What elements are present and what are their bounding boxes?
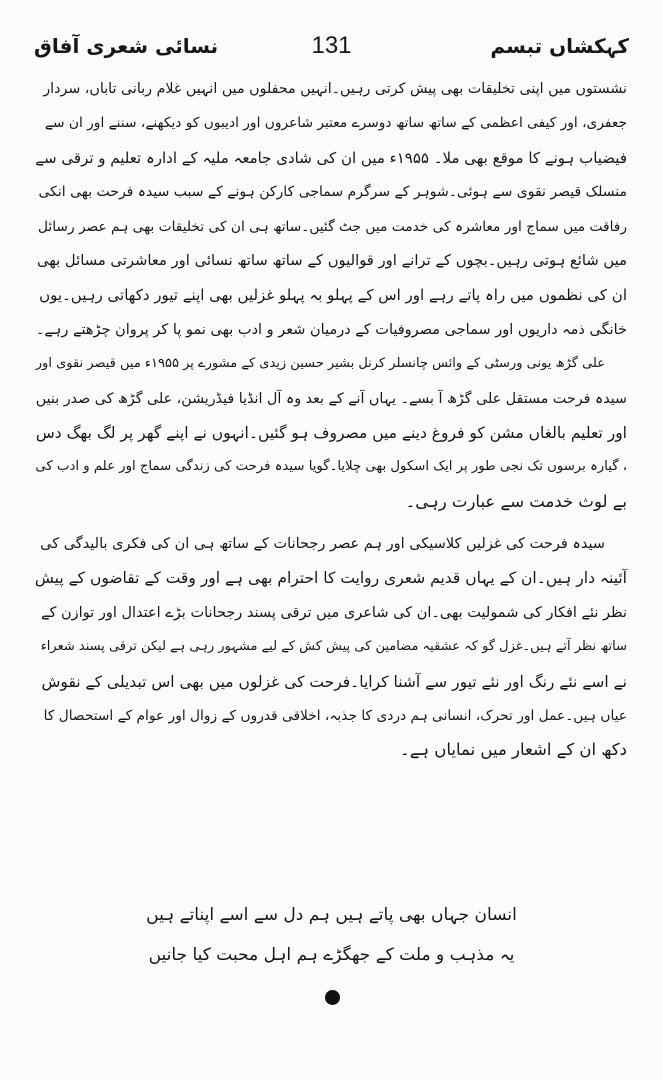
text-line: ، گیارہ برسوں تک نجی طور پر ایک اسکول بھی چلایا۔گویا سیدہ فرحت کی زندگی سماج اور علم و ادب کی [35,459,627,475]
text-line: علی گڑھ یونی ورسٹی کے وائس چانسلر کرنل بشیر حسین زیدی کے مشورے پر ۱۹۵۵ء میں قیصر نقوی اور [35,356,605,372]
text-line: سیدہ فرحت مستقل علی گڑھ آ بسے۔ یہاں آنے کے بعد وہ آل انڈیا فیڈریشن، علی گڑھ کی صدر بنیں [35,390,627,407]
text-line: نشستوں میں اپنی تخلیقات بھی پیش کرتی رہیں۔انہیں محفلوں میں انہیں غلام ربانی تاباں، سردار [43,81,627,97]
text-line: خانگی ذمہ داریوں اور سماجی مصروفیات کے درمیان شعر و ادب بھی نمو پا کر پروان چڑھتے رہے۔ [35,321,627,338]
text-line: سیدہ فرحت کی غزلیں کلاسیکی اور ہم عصر رجحانات کے ساتھ ہی ان کی فکری بالیدگی کی [40,536,605,553]
text-line: منسلک قیصر نقوی سے ہوئی۔شوہر کے سرگرم سماجی کارکن ہونے کے سبب سیدہ فرحت بھی انکی [38,184,627,201]
verse-line: انسان جہاں بھی پاتے ہیں ہم دل سے اسے اپناتے ہیں [146,905,517,925]
text-line: رفاقت میں سماج اور معاشرہ کی خدمت میں جٹ گئیں۔ساتھ ہی ان کی تخلیقات بھی ہم عصر رسائل [38,218,627,235]
verse-line: یہ مذہب و ملت کے جھگڑے ہم اہل محبت کیا جانیں [148,945,515,965]
text-line: دکھ ان کے اشعار میں نمایاں ہے۔ [400,740,627,760]
text-line: آئینہ دار ہیں۔ان کے یہاں قدیم شعری روایت کا احترام بھی ہے اور وقت کے تقاضوں کے پیش [34,569,627,588]
paragraph [36,527,627,768]
body-text [36,72,627,768]
paragraph [36,72,627,347]
page-number: 131 [311,32,352,59]
text-line: میں شائع ہوتی رہیں۔بچوں کے ترانے اور قوالیوں کے ساتھ ساتھ نسائی اور معاشرتی مسائل بھی [37,251,627,269]
text-line: بے لوث خدمت سے عبارت رہی۔ [405,491,627,511]
text-line: ان کی نظموں میں راہ پاتے رہے اور اس کے پہلو بہ پہلو غزلیں بھی اپنے تیور دکھاتی رہیں۔یوں [39,286,627,305]
end-bullet [325,990,340,1005]
text-line: نے اسے نئے رنگ اور نئے تیور سے آشنا کرایا۔فرحت کی غزلوں میں بھی اس تبدیلی کے نقوش [41,672,627,691]
page-header [34,26,629,66]
paragraph [36,347,627,519]
text-line: عیاں ہیں۔عمل اور تحرک، انسانی ہم دردی کا جذبہ، اخلاقی قدروں کے زوال اور عوام کے استحصال کا [43,708,627,725]
text-line: جعفری، اور کیفی اعظمی کے ساتھ ساتھ دوسرے معتبر شاعروں اور ادیبوں کو دیکھنے، سننے اور ان سے [44,115,627,132]
chapter-title: نسائی شعری آفاق [34,34,219,58]
text-line: ساتھ نظر آتے ہیں۔غزل گو کہ عشقیہ مضامین کی پیش کش کے لیے مشہور رہی ہے لیکن ترقی پسند شعراء [40,639,627,655]
text-line: اور تعلیم بالغاں مشن کو فروغ دینے میں مصروف ہو گئیں۔انہوں نے اپنے گھر پر لگ بھگ دس [35,423,627,442]
book-title: کہکشاں تبسم [490,34,629,58]
text-line: نظر نئے افکار کی شمولیت بھی۔ان کی شاعری میں ترقی پسند رجحانات بڑے اعتدال اور توازن کے [41,604,627,621]
text-line: فیضیاب ہونے کا موقع بھی ملا۔ ۱۹۵۵ء میں ان کی شادی جامعہ ملیہ کے ادارہ تعلیم و ترقی سے [35,148,627,167]
